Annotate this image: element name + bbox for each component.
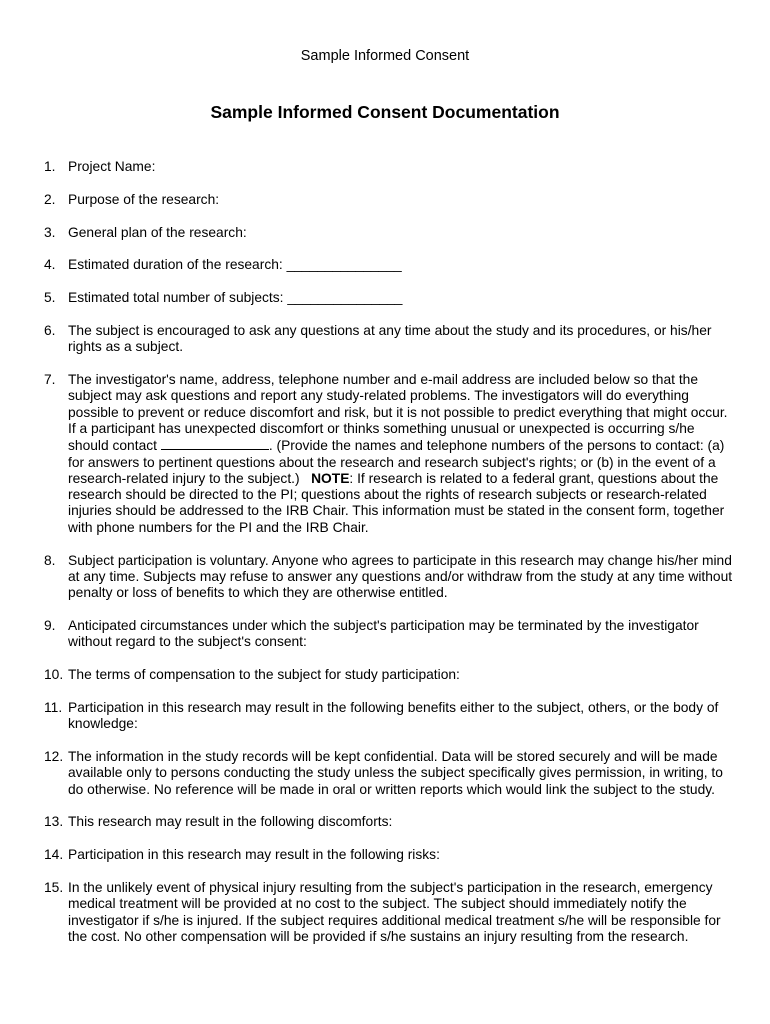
page-header: Sample Informed Consent	[300, 48, 470, 64]
item-number: 8.	[44, 552, 56, 568]
item-number: 1.	[44, 159, 56, 174]
list-item-9	[44, 618, 734, 651]
item-number: 6.	[44, 322, 56, 338]
item-text-part-c: : If research is related to a federal grant, questions about the research should be directed to the PI; questions about the rights of research subjects or research-related injuries should be addressed to the IRB Chair. This information must be stated in the consent form, together with phone numbers for the PI and the IRB Chair.	[68, 470, 725, 535]
list-item-4	[44, 257, 734, 273]
item-number: 3.	[44, 224, 56, 240]
item-text: Purpose of the research:	[68, 191, 220, 207]
item-text: Estimated total number of subjects:	[68, 290, 284, 306]
item-number: 14.	[44, 847, 64, 863]
item-text-part-b: . (Provide the names and telephone numbers of the persons to contact: (a) for answers to pertinent questions about the research and research subject's rights; or (b) in the event of a research-related injury to the subject.)	[68, 438, 725, 486]
list-item-13	[44, 814, 734, 830]
list-item-7	[44, 372, 734, 536]
item-text: In the unlikely event of physical injury resulting from the subject's participation in the research, emergency medical treatment will be provided at no cost to the subject. The subject should immediately notify the investigator if s/he is injured. If the subject requires additional medical treatment s/he will be responsible for the cost. No other compensation will be provided if s/he sustains an injury resulting from the research.	[68, 879, 721, 944]
list-item-8	[44, 553, 734, 602]
item-number: 7.	[44, 372, 56, 388]
item-number: 11.	[44, 699, 63, 715]
item-number: 13.	[44, 814, 64, 830]
item-text-part-a: The investigator's name, address, telephone number and e-mail address are included below so that the subject may ask questions and report any study-related problems. The investigators will do everything possible to prevent or reduce discomfort and risk, but it is not possible to predict everything that might occur. If a participant has unexpected discomfort or thinks something unusual or unexpected is occurring s/he should contact	[68, 372, 728, 454]
list-item-12	[44, 749, 734, 798]
list-item-6	[44, 323, 734, 356]
item-text: The terms of compensation to the subject for study participation:	[68, 667, 460, 683]
item-number: 4.	[44, 257, 56, 273]
item-text: Participation in this research may result in the following benefits either to the subject, others, or the body of knowledge:	[68, 699, 719, 732]
list-item-14	[44, 847, 734, 863]
item-text: Estimated duration of the research:	[68, 257, 283, 273]
contact-blank	[161, 437, 269, 450]
item-text: Project Name:	[68, 159, 156, 174]
subjects-blank: _______________	[287, 290, 403, 306]
item-text: Anticipated circumstances under which the subject's participation may be terminated by the investigator without regard to the subject's consent:	[68, 617, 699, 650]
item-number: 15.	[44, 879, 64, 895]
item-number: 2.	[44, 191, 56, 207]
list-item-2	[44, 192, 734, 208]
item-text: This research may result in the following discomforts:	[68, 814, 393, 830]
item-number: 12.	[44, 748, 64, 764]
item-text: Participation in this research may result in the following risks:	[68, 847, 440, 863]
item-number: 5.	[44, 290, 56, 306]
list-item-5	[44, 290, 734, 306]
list-item-11	[44, 700, 734, 733]
item-text: The information in the study records will be kept confidential. Data will be stored securely and will be made available only to persons conducting the study unless the subject specifically gives permission, in writing, to do otherwise. No reference will be made in oral or written reports which would link the subject to the study.	[68, 748, 723, 797]
duration-blank: _______________	[286, 257, 402, 273]
item-text: Subject participation is voluntary. Anyone who agrees to participate in this research may change his/her mind at any time. Subjects may refuse to answer any questions and/or withdraw from the study at any time without penalty or loss of benefits to which they are otherwise entitled.	[68, 552, 733, 601]
consent-items-list	[44, 159, 734, 962]
item-text: The subject is encouraged to ask any questions at any time about the study and its procedures, or his/her rights as a subject.	[68, 322, 712, 355]
list-item-1	[44, 159, 734, 175]
list-item-3	[44, 225, 734, 241]
note-label: NOTE	[311, 470, 350, 486]
document-title: Sample Informed Consent Documentation	[210, 102, 560, 122]
item-number: 9.	[44, 617, 56, 633]
item-number: 10.	[44, 667, 64, 683]
list-item-10	[44, 667, 734, 683]
item-text: General plan of the research:	[68, 224, 247, 240]
list-item-15	[44, 880, 734, 945]
